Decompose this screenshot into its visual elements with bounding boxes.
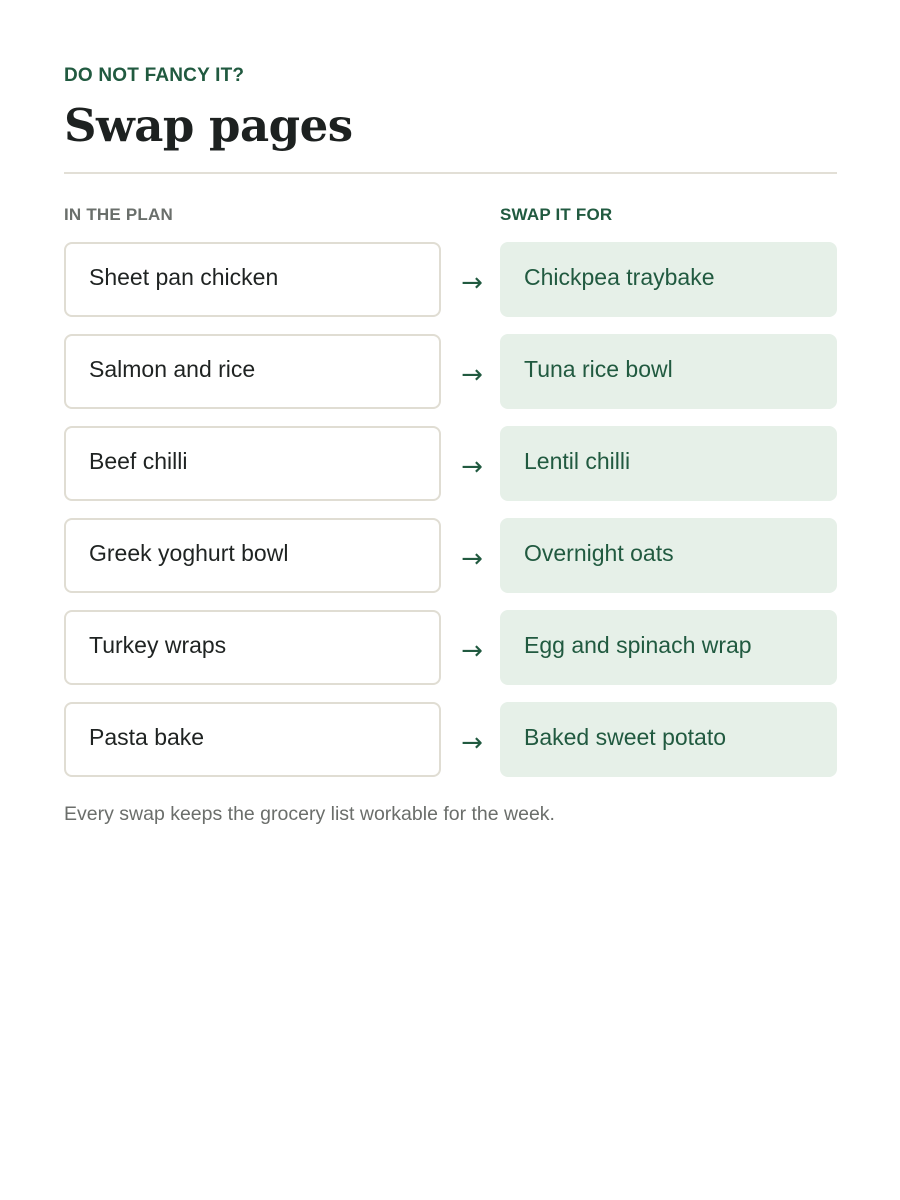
plan-meal: Beef chilli — [64, 426, 441, 501]
column-header-plan: IN THE PLAN — [64, 205, 173, 224]
plan-meal: Pasta bake — [64, 702, 441, 777]
swap-meal: Lentil chilli — [500, 426, 837, 501]
swap-meal: Overnight oats — [500, 518, 837, 593]
swap-meal: Chickpea traybake — [500, 242, 837, 317]
arrow-right-icon: → — [461, 267, 483, 298]
arrow-right-icon: → — [461, 451, 483, 482]
divider — [64, 172, 837, 174]
plan-meal: Salmon and rice — [64, 334, 441, 409]
swap-meal: Egg and spinach wrap — [500, 610, 837, 685]
swap-list — [64, 242, 837, 794]
plan-meal: Turkey wraps — [64, 610, 441, 685]
swap-row — [64, 610, 837, 685]
plan-meal: Sheet pan chicken — [64, 242, 441, 317]
arrow-right-icon: → — [461, 727, 483, 758]
column-header-swap: SWAP IT FOR — [500, 205, 613, 224]
swap-row — [64, 334, 837, 409]
swap-row — [64, 242, 837, 317]
plan-meal: Greek yoghurt bowl — [64, 518, 441, 593]
arrow-right-icon: → — [461, 543, 483, 574]
swap-meal: Tuna rice bowl — [500, 334, 837, 409]
swap-row — [64, 518, 837, 593]
arrow-right-icon: → — [461, 635, 483, 666]
page-title: Swap pages — [64, 99, 353, 152]
eyebrow-label: DO NOT FANCY IT? — [64, 65, 245, 86]
footnote: Every swap keeps the grocery list workable for the week. — [64, 803, 555, 825]
swap-row — [64, 702, 837, 777]
swap-row — [64, 426, 837, 501]
arrow-right-icon: → — [461, 359, 483, 390]
swap-meal: Baked sweet potato — [500, 702, 837, 777]
